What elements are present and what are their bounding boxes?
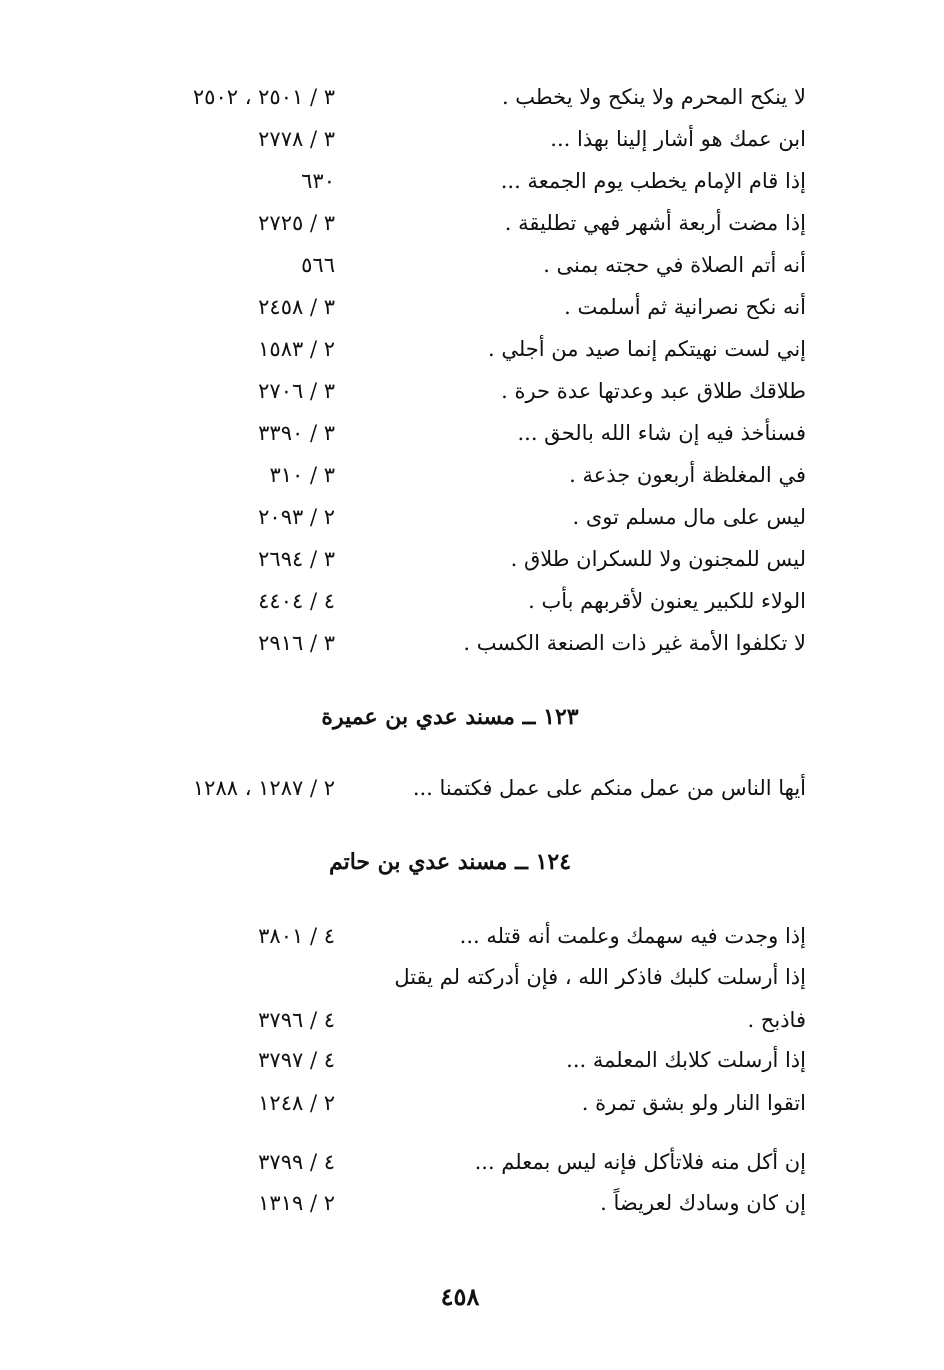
entry-text: إذا أرسلت كلابك المعلمة ... [566,1048,806,1072]
entry-reference: ٣ / ٢٥٠١ ، ٢٥٠٢ [192,85,335,109]
entry-text: أنه نكح نصرانية ثم أسلمت . [564,295,806,319]
list-item [0,203,944,243]
entry-reference: ٣ / ٢٧٧٨ [258,127,335,151]
entry-text: أيها الناس من عمل منكم على عمل فكتمنا ... [412,776,806,800]
list-item [0,623,944,663]
entry-text: لا ينكح المحرم ولا ينكح ولا يخطب . [501,85,806,109]
list-item [0,161,944,201]
entry-reference: ٣ / ٢٤٥٨ [258,295,335,319]
list-item [0,768,944,808]
entry-reference: ٢ / ١٥٨٣ [258,337,335,361]
entry-text: ليس للمجنون ولا للسكران طلاق . [510,547,806,571]
list-item [0,497,944,537]
entry-text: إن أكل منه فلاتأكل فإنه ليس بمعلم ... [474,1150,806,1174]
list-item [0,581,944,621]
entry-text: فاذبح . [747,1008,806,1032]
entry-text: إذا أرسلت كلبك فاذكر الله ، فإن أدركته لم يقتل [394,965,806,989]
list-item [0,1083,944,1123]
list-item [0,916,944,956]
entry-reference: ٢ / ١٣١٩ [258,1191,335,1215]
entry-text: ليس على مال مسلم توى . [572,505,806,529]
entry-text: في المغلظة أربعون جذعة . [569,463,806,487]
list-item [0,287,944,327]
list-item [0,413,944,453]
entry-reference: ٢ / ١٢٨٧ ، ١٢٨٨ [192,776,335,800]
entry-text: إذا مضت أربعة أشهر فهي تطليقة . [504,211,806,235]
entry-text: ابن عمك هو أشار إلينا بهذا ... [550,127,806,151]
entry-text: فسنأخذ فيه إن شاء الله بالحق ... [517,421,806,445]
list-item [0,1040,944,1080]
list-item [0,245,944,285]
list-item [0,957,944,997]
entry-reference: ٣ / ٢٧٠٦ [258,379,335,403]
entry-reference: ٤ / ٣٧٩٩ [258,1150,335,1174]
list-item [0,1142,944,1182]
list-item [0,1000,944,1040]
list-item [0,1183,944,1223]
entry-text: لا تكلفوا الأمة غير ذات الصنعة الكسب . [463,631,806,655]
entry-text: اتقوا النار ولو بشق تمرة . [581,1091,806,1115]
list-item [0,539,944,579]
entry-text: إني لست نهيتكم إنما صيد من أجلي . [487,337,806,361]
entry-text: إذا قام الإمام يخطب يوم الجمعة ... [500,169,806,193]
entry-reference: ٣ / ٢٧٢٥ [258,211,335,235]
list-item [0,455,944,495]
entry-reference: ٤ / ٣٧٩٦ [258,1008,335,1032]
entry-reference: ٣ / ٢٩١٦ [258,631,335,655]
entry-reference: ٣ / ٣٣٩٠ [258,421,335,445]
entry-reference: ٢ / ١٢٤٨ [258,1091,335,1115]
entry-reference: ٥٦٦ [301,253,335,277]
list-item [0,329,944,369]
entry-reference: ٣ / ٢٦٩٤ [258,547,335,571]
list-item [0,119,944,159]
entry-text: إذا وجدت فيه سهمك وعلمت أنه قتله ... [459,924,806,948]
list-item [0,371,944,411]
entry-text: أنه أتم الصلاة في حجته بمنى . [543,253,806,277]
entry-reference: ٤ / ٣٨٠١ [258,924,335,948]
entry-text: طلاقك طلاق عبد وعدتها عدة حرة . [501,379,806,403]
section-heading: ١٢٣ ــ مسند عدي بن عميرة [321,704,579,730]
entry-text: إن كان وسادك لعريضاً . [600,1191,806,1215]
list-item [0,77,944,117]
entry-text: الولاء للكبير يعنون لأقربهم بأب . [528,589,806,613]
page-number: ٤٥٨ [440,1282,480,1311]
entry-reference: ٤ / ٤٤٠٤ [258,589,335,613]
entry-reference: ٦٣٠ [301,169,335,193]
entry-reference: ٢ / ٢٠٩٣ [258,505,335,529]
entry-reference: ٣ / ٣١٠ [269,463,335,487]
section-heading: ١٢٤ ــ مسند عدي بن حاتم [328,849,572,875]
entry-reference: ٤ / ٣٧٩٧ [258,1048,335,1072]
